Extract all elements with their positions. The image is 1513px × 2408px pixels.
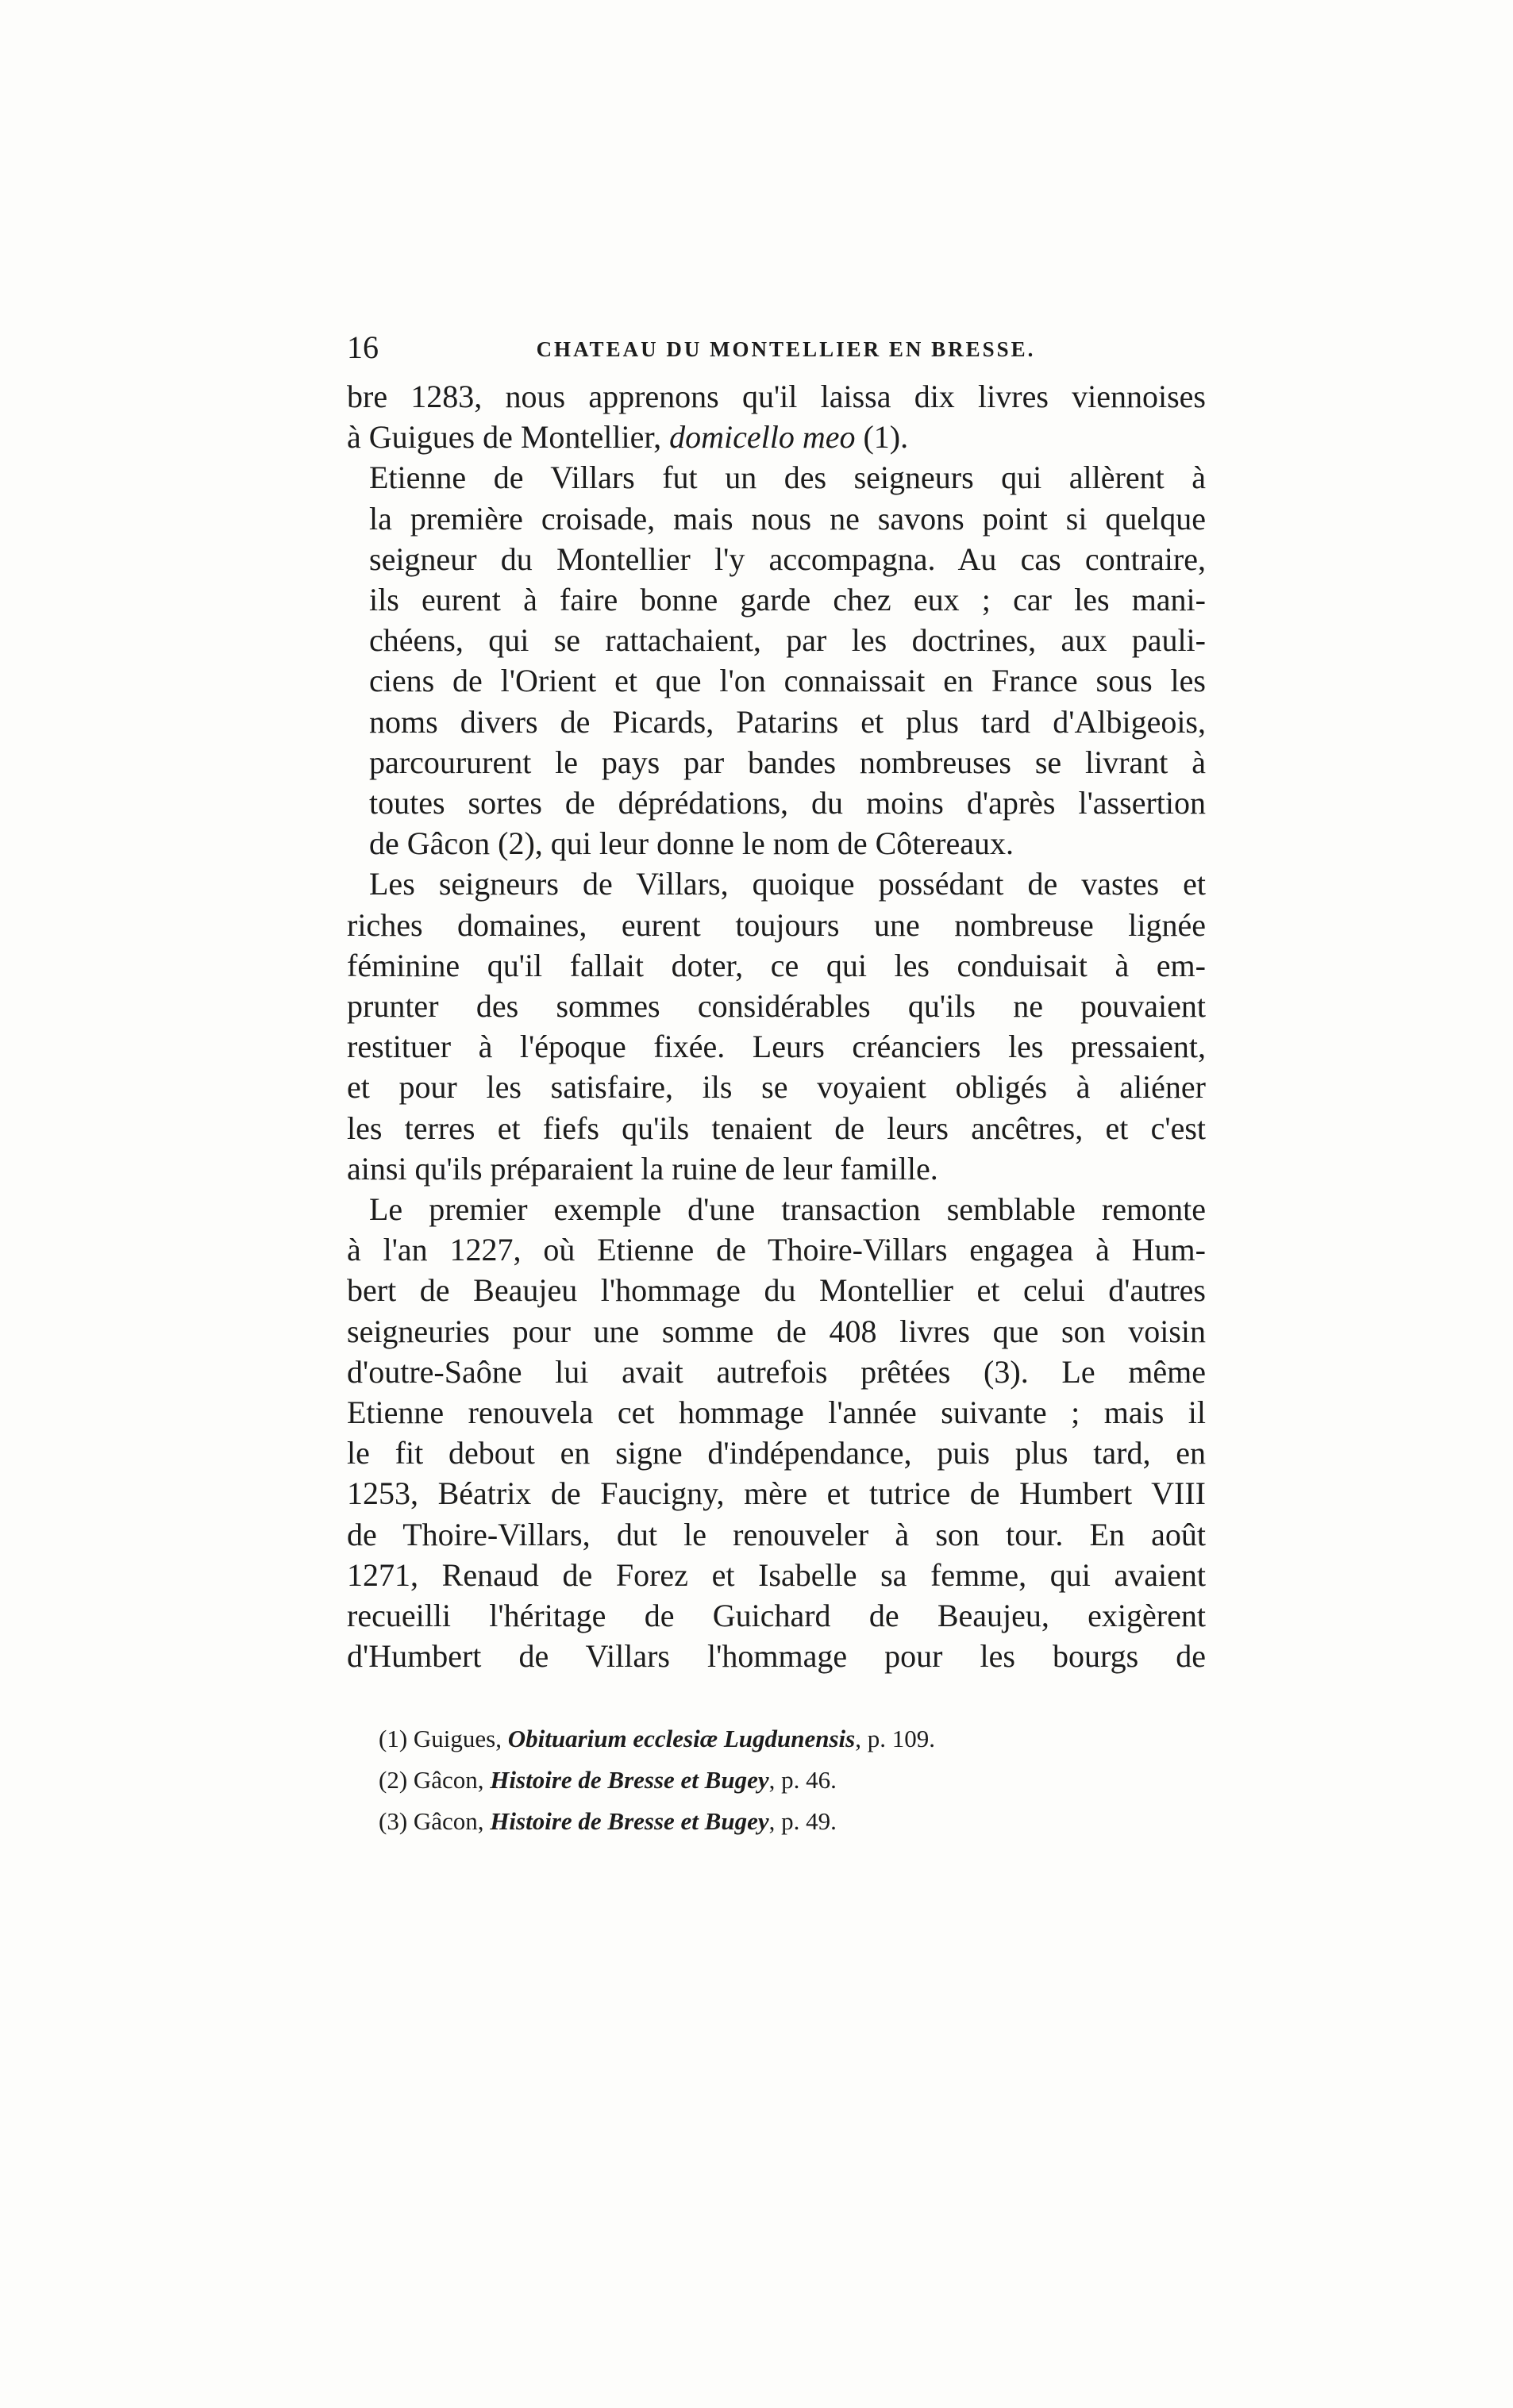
- footnote-page: , p. 49.: [768, 1806, 837, 1835]
- text-line: ainsi qu'ils préparaient la ruine de leur famille.: [347, 1150, 938, 1187]
- running-head: [347, 325, 1206, 373]
- text-line: ciens de l'Orient et que l'on connaissait en France sous les: [369, 663, 1206, 699]
- footnote-2: [379, 1760, 1206, 1801]
- footnote-page: , p. 109.: [855, 1724, 935, 1752]
- footnote-1: [379, 1718, 1206, 1760]
- footnote-title: Obituarium ecclesiæ Lugdunensis: [507, 1724, 856, 1752]
- footnote-mark: (3): [379, 1806, 414, 1835]
- footnote-mark: (1): [379, 1724, 414, 1752]
- text-line: recueilli l'héritage de Guichard de Beaujeu, exigèrent: [347, 1598, 1206, 1634]
- footnote-mark: (2): [379, 1765, 414, 1794]
- paragraph-2: [347, 457, 1206, 864]
- page-number: 16: [347, 329, 379, 365]
- text-line: et pour les satisfaire, ils se voyaient obligés à aliéner: [347, 1069, 1206, 1106]
- text-line: ils eurent à faire bonne garde chez eux ; car les mani-: [369, 582, 1206, 618]
- body-text: [347, 376, 1206, 1677]
- running-title: CHATEAU DU MONTELLIER EN BRESSE.: [536, 337, 1036, 361]
- text-line: chéens, qui se rattachaient, par les doctrines, aux pauli-: [369, 622, 1206, 659]
- footnote-3: [379, 1801, 1206, 1842]
- text-line: d'outre-Saône lui avait autrefois prêtées (3). Le même: [347, 1353, 1206, 1390]
- footnote-author: Gâcon,: [413, 1765, 491, 1794]
- text-line: seigneur du Montellier l'y accompagna. Au cas contraire,: [369, 540, 1206, 577]
- text-line: Etienne de Villars fut un des seigneurs qui allèrent à: [369, 460, 1206, 496]
- text-line: de Thoire-Villars, dut le renouveler à son tour. En août: [347, 1516, 1206, 1552]
- footnote-title: Histoire de Bresse et Bugey: [490, 1806, 769, 1835]
- text-line: restituer à l'époque fixée. Leurs créanciers les pressaient,: [347, 1029, 1206, 1065]
- text-line: parcoururent le pays par bandes nombreuses se livrant à: [369, 744, 1206, 780]
- book-page: [347, 325, 1206, 1842]
- footnote-ref: (1).: [855, 419, 909, 456]
- footnote-title: Histoire de Bresse et Bugey: [490, 1765, 769, 1794]
- text-line: riches domaines, eurent toujours une nombreuse lignée: [347, 906, 1206, 943]
- text-line: [347, 417, 1206, 457]
- footnote-page: , p. 46.: [768, 1765, 837, 1794]
- text-line-start: à Guigues de Montellier,: [347, 419, 670, 456]
- footnotes: [347, 1718, 1206, 1842]
- text-line: toutes sortes de déprédations, du moins d'après l'assertion: [369, 785, 1206, 821]
- text-line: le fit debout en signe d'indépendance, puis plus tard, en: [347, 1435, 1206, 1471]
- italic-phrase: domicello meo: [669, 419, 856, 456]
- text-line: bre 1283, nous apprenons qu'il laissa dix livres viennoises: [347, 379, 1206, 414]
- text-line: 1271, Renaud de Forez et Isabelle sa femme, qui avaient: [347, 1556, 1206, 1593]
- text-line: Etienne renouvela cet hommage l'année suivante ; mais il: [347, 1394, 1206, 1431]
- text-line: seigneuries pour une somme de 408 livres que son voisin: [347, 1313, 1206, 1349]
- text-line: 1253, Béatrix de Faucigny, mère et tutrice de Humbert VIII: [347, 1475, 1206, 1512]
- text-line: la première croisade, mais nous ne savons point si quelque: [369, 500, 1206, 537]
- text-line: de Gâcon (2), qui leur donne le nom de Côtereaux.: [369, 825, 1014, 862]
- footnote-author: Gâcon,: [413, 1806, 491, 1835]
- paragraph-3: [347, 864, 1206, 1189]
- paragraph-1: [347, 376, 1206, 457]
- text-line: noms divers de Picards, Patarins et plus tard d'Albigeois,: [369, 703, 1206, 740]
- text-line: à l'an 1227, où Etienne de Thoire-Villars engagea à Hum-: [347, 1232, 1206, 1268]
- text-line: bert de Beaujeu l'hommage du Montellier et celui d'autres: [347, 1272, 1206, 1309]
- text-line: féminine qu'il fallait doter, ce qui les conduisait à em-: [347, 947, 1206, 983]
- text-line: prunter des sommes considérables qu'ils ne pouvaient: [347, 988, 1206, 1025]
- text-line: d'Humbert de Villars l'hommage pour les bourgs de: [347, 1638, 1206, 1675]
- footnote-author: Guigues,: [413, 1724, 508, 1752]
- paragraph-4: [347, 1189, 1206, 1676]
- text-line: les terres et fiefs qu'ils tenaient de leurs ancêtres, et c'est: [347, 1110, 1206, 1146]
- text-line: Le premier exemple d'une transaction semblable remonte: [369, 1191, 1206, 1228]
- text-line: Les seigneurs de Villars, quoique possédant de vastes et: [369, 866, 1206, 902]
